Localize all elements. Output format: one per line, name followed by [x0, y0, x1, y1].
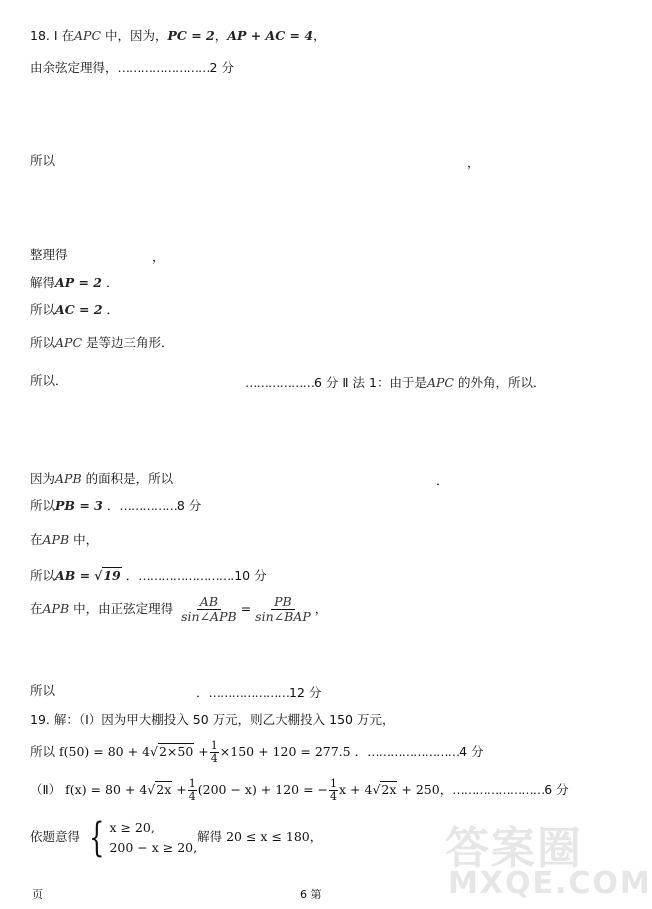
fraction-one-quarter: $\frac{1}{4}$ — [210, 739, 218, 765]
watermark-url: MXQE.COM — [448, 866, 652, 901]
line-constraints: 依题意得 { x ≥ 20, 200 − x ≥ 20, 解得 20 ≤ x ≤ 180， — [30, 814, 323, 861]
watermark-logo: 答案圈 — [445, 823, 583, 874]
line-method-1: 所以． — [30, 373, 68, 388]
line-area: 因为APB 的面积是，所以 — [30, 471, 174, 486]
triangle-apc: APC — [74, 28, 102, 43]
line-cosine-law: 由余弦定理得，……………………2 分 — [30, 60, 234, 75]
line-ac: 所以AC = 2 ． — [30, 302, 120, 317]
line-pb: 所以PB = 3 ．……………8 分 — [30, 498, 202, 513]
line-suoyi-1: 所以 — [30, 153, 56, 168]
footer-page-number: 6 第 — [300, 888, 322, 901]
fraction-ab-sin-apb: $\frac{AB}{\text{sin∠APB}}$ — [181, 594, 237, 624]
line-ab: 所以AB = √19 ．…………………….10 分 — [30, 568, 267, 583]
fraction-pb-sin-bap: $\frac{PB}{\text{sin∠BAP}}$ — [255, 594, 311, 624]
line-suoyi-1-comma: ， — [467, 155, 480, 170]
line-solve-ap: 解得AP = 2 ． — [30, 275, 119, 290]
line-sine-law: 在APB 中，由正弦定理得 $\frac{AB}{\text{sin∠APB}}$ = $\frac{PB}{\text{sin∠BAP}}$ ， — [30, 594, 328, 624]
line-area-period: ． — [436, 473, 449, 488]
line-zhengli: 整理得 — [30, 247, 68, 262]
line-zhengli-comma: ， — [152, 249, 165, 264]
line-18-intro: 18. I 在APC 中，因为，PC = 2，AP + AC = 4， — [30, 28, 326, 43]
line-19-intro: 19. 解：（Ⅰ）因为甲大棚投入 50 万元，则乙大棚投入 150 万元， — [30, 712, 395, 727]
line-equilateral: 所以APC 是等边三角形． — [30, 335, 174, 350]
line-method-1-rest: ………………6 分 Ⅱ 法 1：由于是APC 的外角，所以． — [245, 375, 546, 390]
footer-left: 页 — [32, 888, 43, 901]
line-f50: 所以 f(50) = 80 + 4√2×50 + $\frac{1}{4}$ ×150 + 120 = 277.5 ．……………………4 分 — [30, 739, 484, 765]
system-brace: { x ≥ 20, 200 − x ≥ 20, — [89, 814, 198, 861]
line-suoyi-final-rest: ．…………………12 分 — [196, 685, 322, 700]
line-suoyi-final: 所以 — [30, 683, 56, 698]
line-in-apb: 在APB 中， — [30, 532, 99, 547]
line-fx: （Ⅱ） f(x) = 80 + 4√2x + $\frac{1}{4}$ (200 − x) + 120 = − $\frac{1}{4}$ x + 4√2x + 250，……………………6 分 — [30, 777, 569, 803]
